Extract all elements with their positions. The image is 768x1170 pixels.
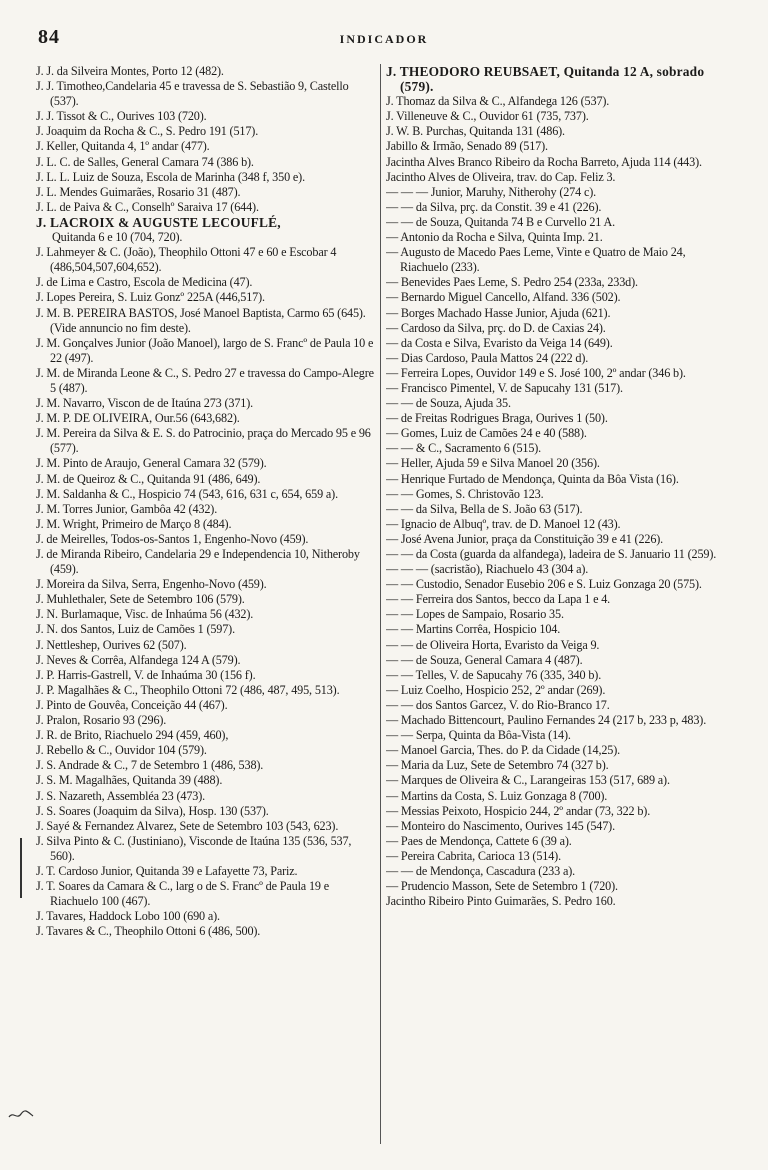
- directory-entry: J. L. C. de Salles, General Camara 74 (386 b).: [36, 154, 254, 169]
- directory-entry: Jacintho Ribeiro Pinto Guimarães, S. Pedro 160.: [386, 894, 616, 909]
- directory-entry: — — Gomes, S. Christovão 123.: [386, 486, 544, 501]
- directory-entry: — — de Souza, Ajuda 35.: [386, 396, 511, 411]
- directory-entry: — Messias Peixoto, Hospicio 244, 2º andar (73, 322 b).: [386, 803, 651, 818]
- directory-entry: — Cardoso da Silva, prç. do D. de Caxias 24).: [386, 320, 606, 335]
- directory-entry: — — Martins Corrêa, Hospicio 104.: [386, 622, 561, 637]
- directory-entry: — Henrique Furtado de Mendonça, Quinta da Bôa Vista (16).: [386, 471, 679, 486]
- directory-entry: Jacintho Alves de Oliveira, trav. do Cap. Feliz 3.: [386, 169, 616, 184]
- directory-entry: J. THEODORO REUBSAET, Quitanda 12 A, sobrado (579).: [386, 64, 705, 95]
- directory-entry: J. S. Nazareth, Assembléa 23 (473).: [36, 788, 206, 803]
- directory-entry: — — Lopes de Sampaio, Rosario 35.: [386, 607, 564, 622]
- directory-entry: — Marques de Oliveira & C., Larangeiras 153 (517, 689 a).: [386, 773, 670, 788]
- directory-entry: — Dias Cardoso, Paula Mattos 24 (222 d).: [386, 350, 589, 365]
- directory-entry: — — Custodio, Senador Eusebio 206 e S. Luiz Gonzaga 20 (575).: [386, 577, 702, 592]
- directory-entry: — — Serpa, Quinta da Bôa-Vista (14).: [386, 728, 571, 743]
- directory-entry: J. M. Pereira da Silva & E. S. do Patrocinio, praça do Mercado 95 e 96 (577).: [36, 426, 371, 456]
- directory-entry: — Ferreira Lopes, Ouvidor 149 e S. José 100, 2º andar (346 b).: [386, 365, 686, 380]
- directory-entry: J. M. Torres Junior, Gambôa 42 (432).: [36, 501, 218, 516]
- directory-entry: J. P. Magalhães & C., Theophilo Ottoni 72 (486, 487, 495, 513).: [36, 682, 340, 697]
- directory-entry: — Luiz Coelho, Hospicio 252, 2º andar (269).: [386, 682, 606, 697]
- directory-entry: J. S. Andrade & C., 7 de Setembro 1 (486, 538).: [36, 758, 264, 773]
- directory-entry: J. Moreira da Silva, Serra, Engenho-Novo (459).: [36, 577, 267, 592]
- directory-entry: J. Keller, Quitanda 4, 1º andar (477).: [36, 139, 210, 154]
- directory-entry: — — da Costa (guarda da alfandega), ladeira de S. Januario 11 (259).: [386, 547, 717, 561]
- directory-entry: J. M. de Miranda Leone & C., S. Pedro 27 e travessa do Campo-Alegre 5 (487).: [36, 365, 374, 395]
- directory-entry: J. M. Pinto de Araujo, General Camara 32 (579).: [36, 456, 267, 471]
- directory-entry: J. T. Cardoso Junior, Quitanda 39 e Lafayette 73, Pariz.: [36, 863, 298, 878]
- directory-entry: — Maria da Luz, Sete de Setembro 74 (327 b).: [386, 758, 609, 773]
- directory-entry: J. P. Harris-Gastrell, V. de Inhaúma 30 (156 f).: [36, 667, 256, 682]
- directory-entry: — da Costa e Silva, Evaristo da Veiga 14 (649).: [386, 335, 613, 350]
- directory-entry: — — de Souza, Quitanda 74 B e Curvello 21 A.: [386, 214, 615, 229]
- directory-entry: J. R. de Brito, Riachuelo 294 (459, 460),: [36, 728, 229, 743]
- directory-entry: J. Neves & Corrêa, Alfandega 124 A (579).: [36, 652, 241, 667]
- directory-entry: — — da Silva, Bella de S. João 63 (517).: [386, 501, 583, 516]
- directory-entry: J. T. Soares da Camara & C., larg o de S. Francº de Paula 19 e Riachuelo 100 (467).: [36, 879, 330, 909]
- directory-entry: J. S. Soares (Joaquim da Silva), Hosp. 130 (537).: [36, 803, 269, 818]
- directory-entry: — Francisco Pimentel, V. de Sapucahy 131 (517).: [386, 380, 623, 395]
- directory-entry: — Machado Bittencourt, Paulino Fernandes 24 (217 b, 233 p, 483).: [386, 713, 707, 728]
- page-header: [38, 26, 730, 52]
- directory-entry: J. Thomaz da Silva & C., Alfandega 126 (537).: [386, 94, 610, 109]
- directory-entry: J. S. M. Magalhães, Quitanda 39 (488).: [36, 773, 223, 788]
- directory-entry: J. L. L. Luiz de Souza, Escola de Marinha (348 f, 350 e).: [36, 169, 305, 184]
- directory-entry: J. L. de Paiva & C., Conselhº Saraiva 17 (644).: [36, 199, 259, 214]
- directory-entry: J. Tavares & C., Theophilo Ottoni 6 (486, 500).: [36, 924, 261, 939]
- directory-entry: — — de Oliveira Horta, Evaristo da Veiga 9.: [386, 637, 600, 652]
- directory-entry: — Benevides Paes Leme, S. Pedro 254 (233a, 233d).: [386, 275, 638, 290]
- directory-entry: — Bernardo Miguel Cancello, Alfand. 336 (502).: [386, 290, 621, 305]
- directory-entry: — Heller, Ajuda 59 e Silva Manoel 20 (356).: [386, 456, 600, 471]
- directory-entry: J. Silva Pinto & C. (Justiniano), Visconde de Itaúna 135 (536, 537, 560).: [36, 833, 352, 863]
- directory-entry: J. Villeneuve & C., Ouvidor 61 (735, 737).: [386, 109, 589, 124]
- handwritten-mark-icon: [8, 1108, 34, 1122]
- directory-entry: J. de Lima e Castro, Escola de Medicina (47).: [36, 275, 253, 290]
- directory-entry: J. M. Navarro, Viscon de de Itaúna 273 (371).: [36, 396, 254, 411]
- margin-mark: [20, 838, 22, 898]
- directory-entry: J. L. Mendes Guimarães, Rosario 31 (487).: [36, 184, 241, 199]
- directory-entry: — José Avena Junior, praça da Constituição 39 e 41 (226).: [386, 531, 664, 546]
- directory-entry: J. Joaquim da Rocha & C., S. Pedro 191 (517).: [36, 124, 259, 139]
- directory-entry: J. de Miranda Ribeiro, Candelaria 29 e Independencia 10, Nitheroby (459).: [36, 547, 360, 577]
- directory-entry: — — Telles, V. de Sapucahy 76 (335, 340 b).: [386, 667, 602, 682]
- directory-entry: — — de Mendonça, Cascadura (233 a).: [386, 863, 576, 878]
- directory-entry: J. Tavares, Haddock Lobo 100 (690 a).: [36, 909, 220, 924]
- directory-entry: J. Sayé & Fernandez Alvarez, Sete de Setembro 103 (543, 623).: [36, 818, 339, 833]
- directory-entry: J. Lopes Pereira, S. Luiz Gonzº 225A (446,517).: [36, 290, 265, 305]
- running-head: INDICADOR: [339, 32, 429, 46]
- directory-entry: J. LACROIX & AUGUSTE LECOUFLÉ,: [36, 214, 281, 230]
- directory-entry: Quitanda 6 e 10 (704, 720).: [52, 230, 183, 245]
- directory-entry: J. J. Timotheo,Candelaria 45 e travessa de S. Sebastião 9, Castello (537).: [36, 79, 349, 109]
- column-divider: [380, 64, 381, 1144]
- directory-entry: — Augusto de Macedo Paes Leme, Vinte e Quatro de Maio 24, Riachuelo (233).: [386, 245, 686, 275]
- directory-entry: — Borges Machado Hasse Junior, Ajuda (621).: [386, 305, 611, 320]
- directory-entry: — Gomes, Luiz de Camões 24 e 40 (588).: [386, 426, 587, 441]
- directory-entry: Jabillo & Irmão, Senado 89 (517).: [386, 139, 548, 154]
- directory-entry: — Monteiro do Nascimento, Ourives 145 (547).: [386, 818, 615, 833]
- directory-entry: — — da Silva, prç. da Constit. 39 e 41 (226).: [386, 199, 602, 214]
- directory-entry: — Ignacio de Albuqº, trav. de D. Manoel 12 (43).: [386, 516, 621, 531]
- directory-entry: J. Rebello & C., Ouvidor 104 (579).: [36, 743, 207, 758]
- directory-entry: — Paes de Mendonça, Cattete 6 (39 a).: [386, 833, 572, 848]
- directory-entry: — — — (sacristão), Riachuelo 43 (304 a).: [386, 562, 589, 577]
- directory-entry: J. Pinto de Gouvêa, Conceição 44 (467).: [36, 697, 228, 712]
- page-number: 84: [38, 26, 60, 48]
- directory-entry: — — Ferreira dos Santos, becco da Lapa 1 e 4.: [386, 592, 611, 607]
- directory-entry: J. M. Gonçalves Junior (João Manoel), largo de S. Francº de Paula 10 e 22 (497).: [36, 335, 374, 365]
- directory-entry: J. J. da Silveira Montes, Porto 12 (482).: [36, 64, 224, 78]
- directory-entry: — Pereira Cabrita, Carioca 13 (514).: [386, 848, 561, 863]
- directory-entry: — Martins da Costa, S. Luiz Gonzaga 8 (700).: [386, 788, 608, 803]
- directory-entry: J. de Meirelles, Todos-os-Santos 1, Engenho-Novo (459).: [36, 531, 309, 546]
- directory-entry: — Manoel Garcia, Thes. do P. da Cidade (14,25).: [386, 743, 621, 758]
- directory-entry: J. M. Wright, Primeiro de Março 8 (484).: [36, 516, 232, 531]
- directory-entry: J. Muhlethaler, Sete de Setembro 106 (579).: [36, 592, 245, 607]
- left-column: [36, 64, 378, 1144]
- directory-entry: — Antonio da Rocha e Silva, Quinta Imp. 21.: [386, 230, 603, 245]
- directory-entry: — — dos Santos Garcez, V. do Rio-Branco 17.: [386, 697, 610, 712]
- directory-entry: — — & C., Sacramento 6 (515).: [386, 441, 542, 456]
- directory-entry: J. M. B. PEREIRA BASTOS, José Manoel Baptista, Carmo 65 (645). (Vide annuncio no fim deste).: [36, 305, 366, 335]
- directory-entry: J. Lahmeyer & C. (João), Theophilo Ottoni 47 e 60 e Escobar 4 (486,504,507,604,652).: [36, 245, 337, 275]
- directory-entry: J. Nettleshep, Ourives 62 (507).: [36, 637, 187, 652]
- directory-entry: J. Pralon, Rosario 93 (296).: [36, 713, 167, 728]
- directory-entry: — de Freitas Rodrigues Braga, Ourives 1 (50).: [386, 411, 608, 426]
- directory-entry: J. N. Burlamaque, Visc. de Inhaúma 56 (432).: [36, 607, 254, 622]
- directory-entry: J. M. Saldanha & C., Hospicio 74 (543, 616, 631 c, 654, 659 a).: [36, 486, 338, 501]
- right-column: [386, 64, 734, 1144]
- directory-entry: Jacintha Alves Branco Ribeiro da Rocha Barreto, Ajuda 114 (443).: [386, 154, 702, 169]
- directory-entry: J. W. B. Purchas, Quitanda 131 (486).: [386, 124, 565, 139]
- directory-entry: — — — Junior, Maruhy, Nitherohy (274 c).: [386, 184, 597, 199]
- directory-entry: — — de Souza, General Camara 4 (487).: [386, 652, 583, 667]
- directory-entry: J. J. Tissot & C., Ourives 103 (720).: [36, 109, 207, 124]
- directory-entry: J. M. P. DE OLIVEIRA, Our.56 (643,682).: [36, 411, 240, 426]
- directory-entry: J. M. de Queiroz & C., Quitanda 91 (486, 649).: [36, 471, 261, 486]
- directory-entry: J. N. dos Santos, Luiz de Camões 1 (597).: [36, 622, 235, 637]
- directory-entry: — Prudencio Masson, Sete de Setembro 1 (720).: [386, 879, 618, 894]
